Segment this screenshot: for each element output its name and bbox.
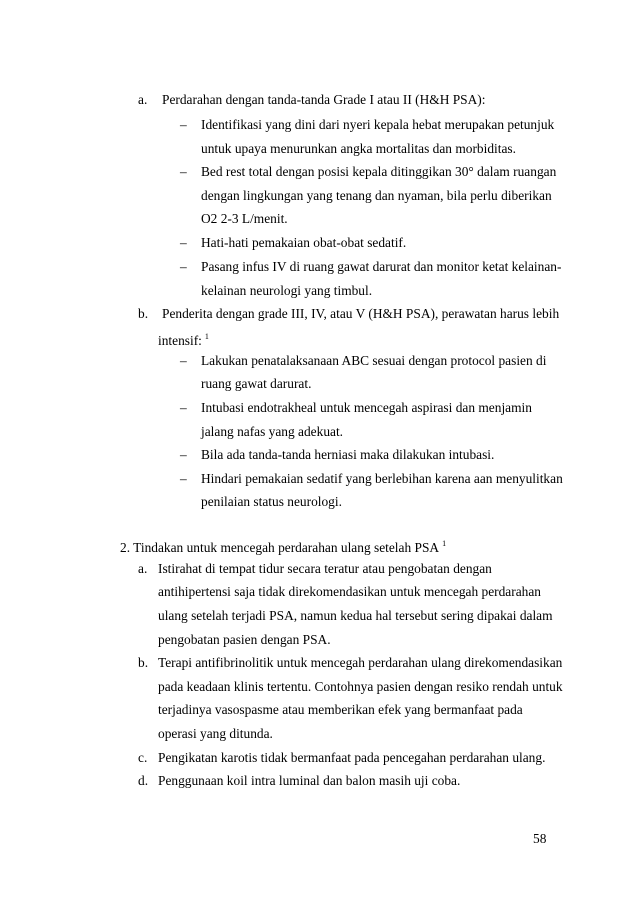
list-item-line: dengan lingkungan yang tenang dan nyaman, bila perlu diberikan <box>201 188 552 203</box>
bullet-dash: – <box>180 164 187 179</box>
page-number: 58 <box>533 831 547 846</box>
list-item-line: Istirahat di tempat tidur secara teratur atau pengobatan dengan <box>158 561 492 576</box>
list-item-line: Penggunaan koil intra luminal dan balon masih uji coba. <box>158 773 461 788</box>
list-item-line: penilaian status neurologi. <box>201 494 342 509</box>
bullet-dash: – <box>180 235 187 250</box>
list-marker: d. <box>138 773 149 788</box>
list-item-line: Bila ada tanda-tanda herniasi maka dilakukan intubasi. <box>201 447 495 462</box>
list-item-line: Pasang infus IV di ruang gawat darurat dan monitor ketat kelainan- <box>201 259 562 274</box>
bullet-dash: – <box>180 400 187 415</box>
list-item-line: ruang gawat darurat. <box>201 376 312 391</box>
section-b-heading: Penderita dengan grade III, IV, atau V (H&H PSA), perawatan harus lebih <box>162 306 560 321</box>
section-2-heading: 2. Tindakan untuk mencegah perdarahan ulang setelah PSA $^1$ <box>120 539 447 555</box>
list-item-line: Terapi antifibrinolitik untuk mencegah perdarahan ulang direkomendasikan <box>158 655 563 670</box>
list-item-line: terjadinya vasospasme atau memberikan efek yang bermanfaat pada <box>158 702 523 717</box>
list-item-line: Pengikatan karotis tidak bermanfaat pada pencegahan perdarahan ulang. <box>158 750 546 765</box>
list-item-line: untuk upaya menurunkan angka mortalitas dan morbiditas. <box>201 141 516 156</box>
list-item-line: operasi yang ditunda. <box>158 726 273 741</box>
list-item-line: kelainan neurologi yang timbul. <box>201 283 373 298</box>
list-item-line: pengobatan pasien dengan PSA. <box>158 632 331 647</box>
footnote-ref: 1 <box>442 539 447 548</box>
list-marker-a: a. <box>138 92 148 107</box>
list-item-line: Hindari pemakaian sedatif yang berlebihan karena aan menyulitkan <box>201 471 563 486</box>
list-item-line: O2 2-3 L/menit. <box>201 211 288 226</box>
list-item-line: jalang nafas yang adekuat. <box>201 424 344 439</box>
list-item-line: ulang setelah terjadi PSA, namun kedua hal tersebut sering dipakai dalam <box>158 608 553 623</box>
list-item-line: Identifikasi yang dini dari nyeri kepala hebat merupakan petunjuk <box>201 117 555 132</box>
bullet-dash: – <box>180 353 187 368</box>
list-marker: b. <box>138 655 149 670</box>
section-b-heading-cont: intensif: $^1$ <box>158 332 209 348</box>
list-marker: c. <box>138 750 148 765</box>
list-marker: a. <box>138 561 148 576</box>
bullet-dash: – <box>180 259 187 274</box>
section-a-heading: Perdarahan dengan tanda-tanda Grade I atau II (H&H PSA): <box>162 92 486 107</box>
bullet-dash: – <box>180 117 187 132</box>
list-item-line: Bed rest total dengan posisi kepala ditinggikan 30° dalam ruangan <box>201 164 557 179</box>
list-item-line: Lakukan penatalaksanaan ABC sesuai dengan protocol pasien di <box>201 353 547 368</box>
list-item-line: pada keadaan klinis tertentu. Contohnya pasien dengan resiko rendah untuk <box>158 679 563 694</box>
list-item-line: Intubasi endotrakheal untuk mencegah aspirasi dan menjamin <box>201 400 532 415</box>
footnote-ref: 1 <box>204 332 209 341</box>
list-marker-b: b. <box>138 306 149 321</box>
list-item-line: antihipertensi saja tidak direkomendasikan untuk mencegah perdarahan <box>158 584 541 599</box>
bullet-dash: – <box>180 471 187 486</box>
bullet-dash: – <box>180 447 187 462</box>
list-item-line: Hati-hati pemakaian obat-obat sedatif. <box>201 235 407 250</box>
